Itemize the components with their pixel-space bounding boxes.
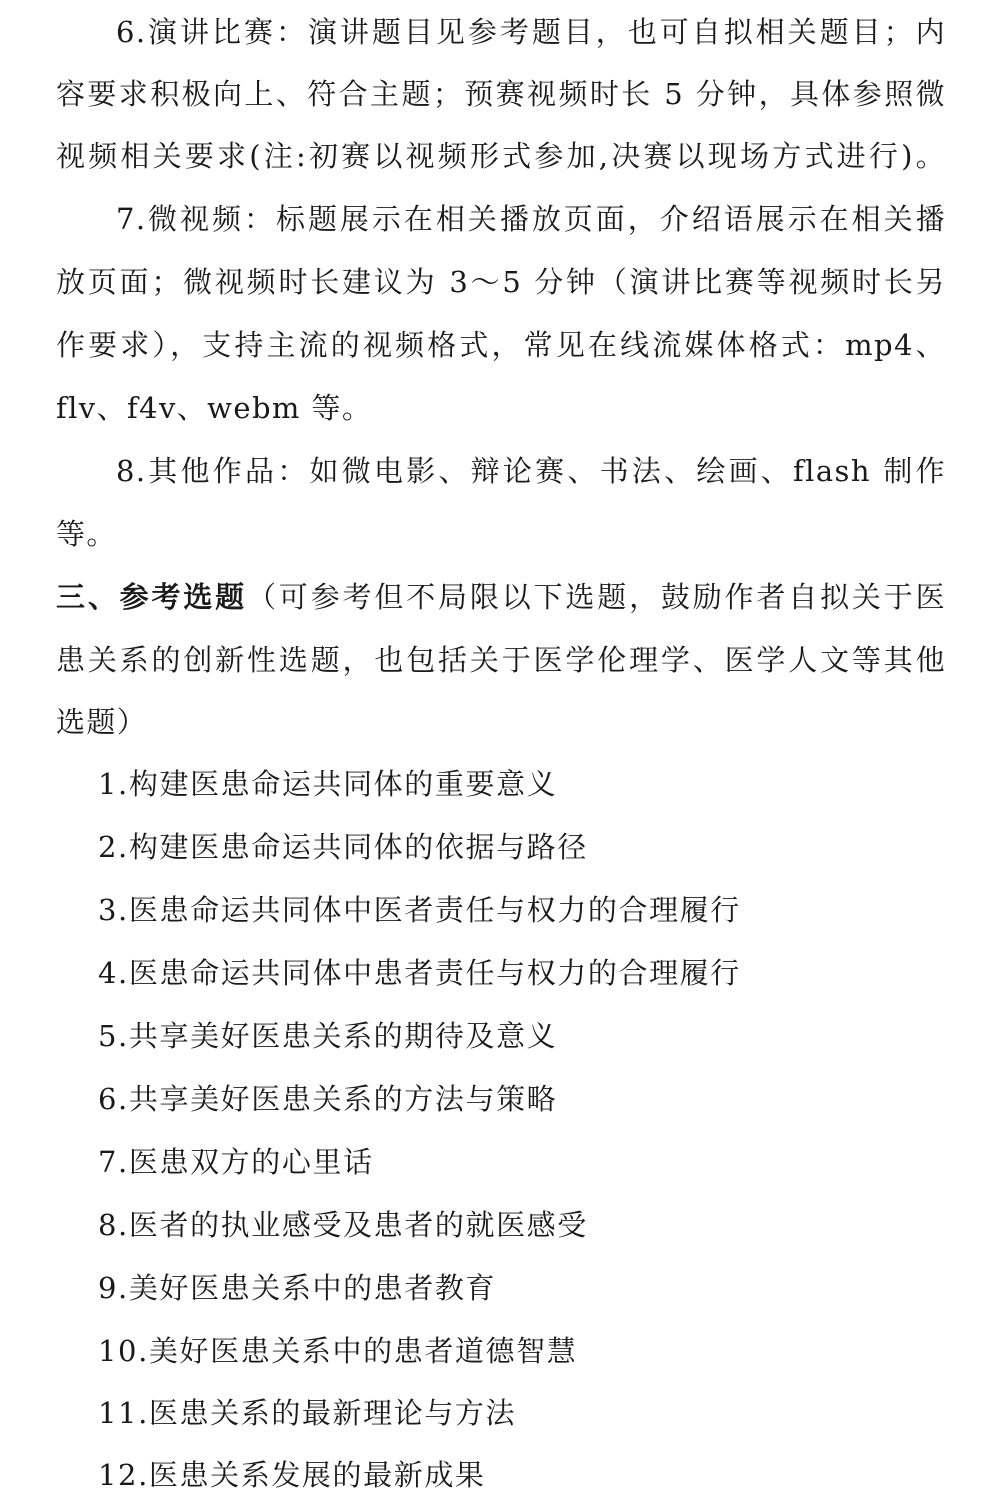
topic-item: 1.构建医患命运共同体的重要意义 bbox=[98, 767, 558, 801]
paragraph-8-line-2: 等。 bbox=[56, 517, 117, 551]
section-3-line-2: 患关系的创新性选题，也包括关于医学伦理学、医学人文等其他 bbox=[56, 643, 946, 677]
paragraph-7-line-4: flv、f4v、webm 等。 bbox=[56, 391, 373, 425]
paragraph-6-line-1: 6.演讲比赛：演讲题目见参考题目，也可自拟相关题目；内 bbox=[116, 15, 946, 49]
topic-item: 12.医患关系发展的最新成果 bbox=[98, 1458, 486, 1492]
topic-item: 6.共享美好医患关系的方法与策略 bbox=[98, 1082, 558, 1116]
paragraph-7-line-1: 7.微视频：标题展示在相关播放页面，介绍语展示在相关播 bbox=[116, 202, 946, 236]
paragraph-6-line-3: 视频相关要求(注:初赛以视频形式参加,决赛以现场方式进行)。 bbox=[56, 139, 946, 173]
paragraph-8-line-1: 8.其他作品：如微电影、辩论赛、书法、绘画、flash 制作 bbox=[116, 454, 946, 488]
section-3-line-3: 选题） bbox=[56, 705, 148, 739]
paragraph-7-line-3: 作要求），支持主流的视频格式，常见在线流媒体格式：mp4、 bbox=[56, 328, 946, 362]
topic-item: 4.医患命运共同体中患者责任与权力的合理履行 bbox=[98, 956, 741, 990]
topic-item: 9.美好医患关系中的患者教育 bbox=[98, 1271, 497, 1305]
paragraph-6-line-2: 容要求积极向上、符合主题；预赛视频时长 5 分钟，具体参照微 bbox=[56, 77, 946, 111]
section-3-line-1 bbox=[56, 577, 946, 617]
topic-item: 10.美好医患关系中的患者道德智慧 bbox=[98, 1334, 578, 1368]
topic-item: 2.构建医患命运共同体的依据与路径 bbox=[98, 830, 588, 864]
topic-item: 11.医患关系的最新理论与方法 bbox=[98, 1396, 517, 1430]
section-heading: 三、参考选题 bbox=[56, 580, 248, 614]
topic-item: 7.医患双方的心里话 bbox=[98, 1145, 374, 1179]
paragraph-7-line-2: 放页面；微视频时长建议为 3～5 分钟（演讲比赛等视频时长另 bbox=[56, 265, 946, 299]
topic-item: 8.医者的执业感受及患者的就医感受 bbox=[98, 1208, 588, 1242]
topic-item: 3.医患命运共同体中医者责任与权力的合理履行 bbox=[98, 893, 741, 927]
section-intro: （可参考但不局限以下选题，鼓励作者自拟关于医 bbox=[247, 580, 946, 614]
topic-item: 5.共享美好医患关系的期待及意义 bbox=[98, 1019, 558, 1053]
